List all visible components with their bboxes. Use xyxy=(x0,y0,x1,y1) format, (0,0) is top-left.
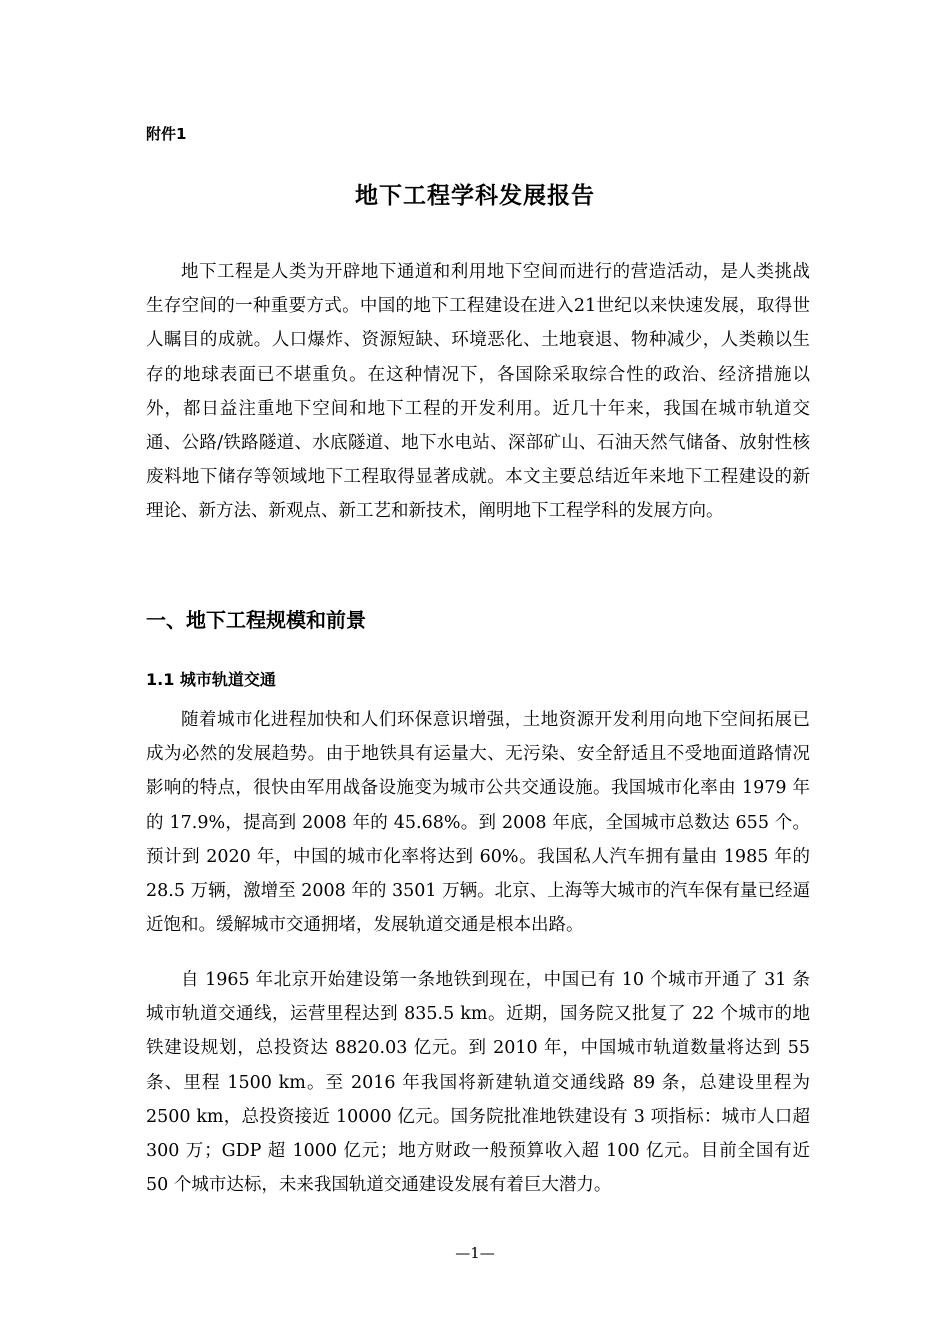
attachment-label: 附件1 xyxy=(146,125,187,143)
subsection-heading: 1.1 城市轨道交通 xyxy=(146,670,276,689)
body-paragraph: 自 1965 年北京开始建设第一条地铁到现在，中国已有 10 个城市开通了 31 条城市轨道交通线，运营里程达到 835.5 km。近期，国务院又批复了 22 个城市的地铁建设规划，总投资达 8820.03 亿元。到 2010 年，中国城市轨道数量将达到 55 条、里程 1500 km。至 2016 年我国将新建轨道交通线路 89 条，总建设里程为 2500 km，总投资接近 10000 亿元。国务院批准地铁建设有 3 项指标：城市人口超 300 万；GDP 超 1000 亿元；地方财政一般预算收入超 100 亿元。目前全国有近 50 个城市达标，未来我国轨道交通建设发展有着巨大潜力。 xyxy=(146,970,810,1196)
section-heading: 一、地下工程规模和前景 xyxy=(146,608,366,632)
page-number: —1— xyxy=(455,1244,495,1262)
page-title: 地下工程学科发展报告 xyxy=(355,183,595,209)
intro-paragraph: 地下工程是人类为开辟地下通道和利用地下空间而进行的营造活动，是人类挑战生存空间的一种重要方式。中国的地下工程建设在进入21世纪以来快速发展，取得世人瞩目的成就。人口爆炸、资源短缺、环境恶化、土地衰退、物种减少，人类赖以生存的地球表面已不堪重负。在这种情况下，各国除采取综合性的政治、经济措施以外，都日益注重地下空间和地下工程的开发利用。近几十年来，我国在城市轨道交通、公路/铁路隧道、水底隧道、地下水电站、深部矿山、石油天然气储备、放射性核废料地下储存等领域地下工程取得显著成就。本文主要总结近年来地下工程建设的新理论、新方法、新观点、新工艺和新技术，阐明地下工程学科的发展方向。 xyxy=(146,262,810,522)
body-paragraph: 随着城市化进程加快和人们环保意识增强，土地资源开发利用向地下空间拓展已成为必然的发展趋势。由于地铁具有运量大、无污染、安全舒适且不受地面道路情况影响的特点，很快由军用战备设施变为城市公共交通设施。我国城市化率由 1979 年的 17.9%，提高到 2008 年的 45.68%。到 2008 年底，全国城市总数达 655 个。预计到 2020 年，中国的城市化率将达到 60%。我国私人汽车拥有量由 1985 年的 28.5 万辆，激增至 2008 年的 3501 万辆。北京、上海等大城市的汽车保有量已经逼近饱和。缓解城市交通拥堵，发展轨道交通是根本出路。 xyxy=(146,710,810,936)
